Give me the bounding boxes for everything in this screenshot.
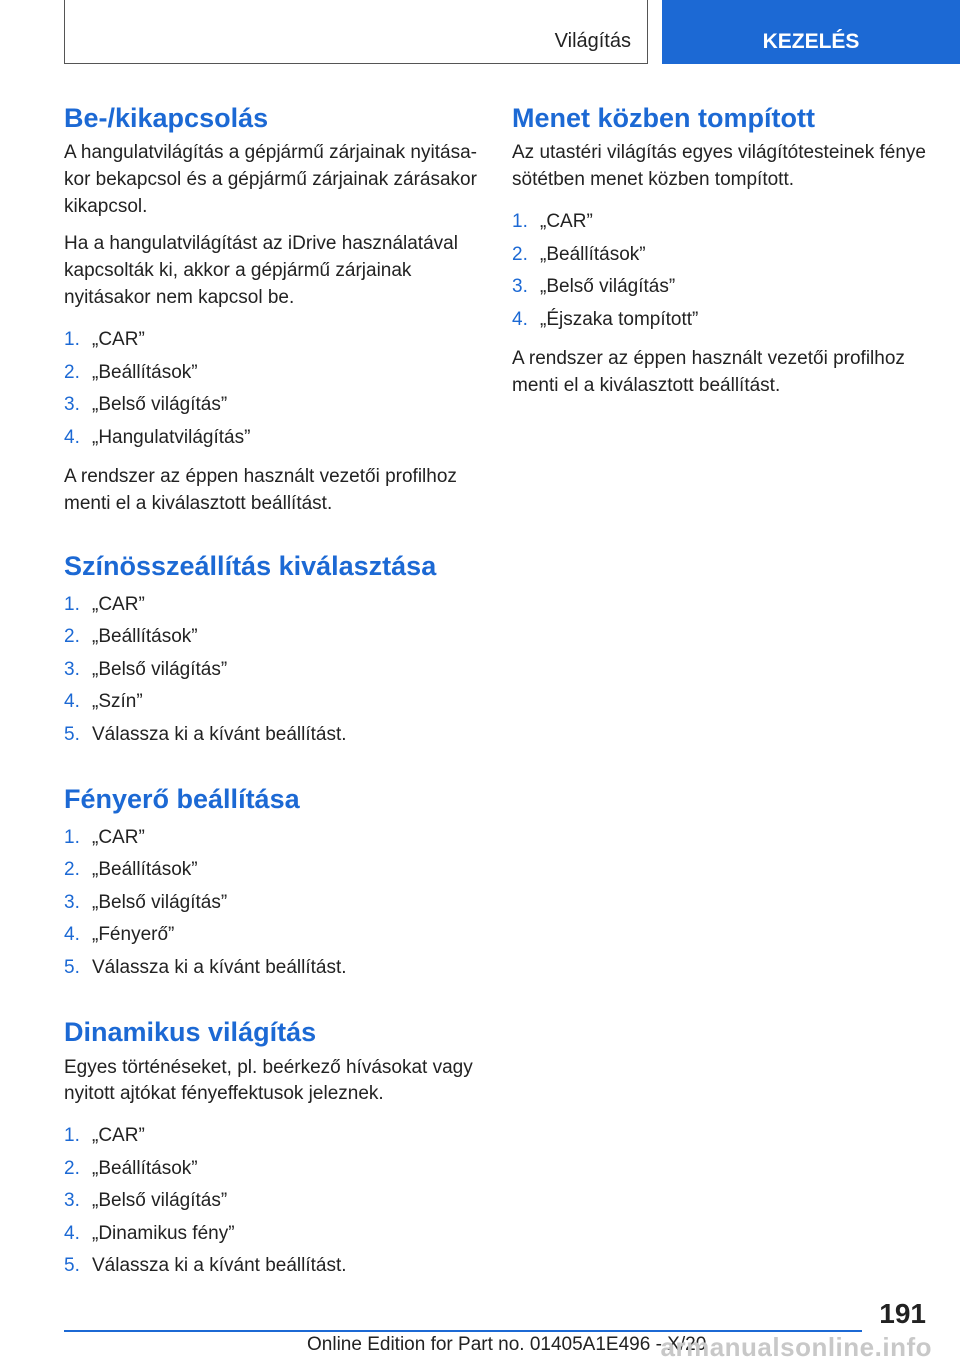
right-column bbox=[512, 100, 932, 410]
list-item bbox=[64, 1153, 479, 1186]
step-number: 2. bbox=[512, 243, 528, 265]
paragraph: Az utastéri világítás egyes világítótesteinek fénye sötétben menet közben tompított. bbox=[512, 142, 927, 191]
step-number: 4. bbox=[64, 691, 80, 713]
step-number: 2. bbox=[64, 361, 80, 383]
list-item bbox=[64, 357, 479, 390]
step-number: 1. bbox=[64, 593, 80, 615]
list-item bbox=[64, 589, 479, 622]
step-list bbox=[64, 589, 479, 752]
step-number: 1. bbox=[512, 211, 528, 233]
list-item bbox=[64, 854, 479, 887]
step-number: 2. bbox=[64, 626, 80, 648]
step-text: „Fényerő” bbox=[92, 924, 175, 946]
list-item bbox=[64, 324, 479, 357]
section-title-szinosszeallitas: Színösszeállítás kiválasztása bbox=[64, 551, 437, 582]
section-title-menet-kozben-tompitott: Menet közben tompított bbox=[512, 103, 815, 133]
list-item bbox=[64, 1250, 479, 1283]
step-text: Válassza ki a kívánt beállítást. bbox=[92, 1255, 347, 1277]
step-text: „Belső világítás” bbox=[92, 394, 228, 416]
step-text: „Belső világítás” bbox=[92, 658, 228, 680]
step-text: „Belső világítás” bbox=[92, 891, 228, 913]
step-number: 1. bbox=[64, 1125, 80, 1147]
step-text: „CAR” bbox=[92, 593, 145, 615]
list-item bbox=[512, 239, 932, 272]
paragraph: Egyes történéseket, pl. beérkező hívásokat vagy nyitott ajtókat fényeffektusok jeleznek. bbox=[64, 1056, 473, 1105]
list-item bbox=[64, 952, 479, 985]
list-item bbox=[512, 206, 932, 239]
step-number: 3. bbox=[64, 658, 80, 680]
list-item bbox=[512, 304, 932, 337]
step-number: 4. bbox=[64, 1222, 80, 1244]
list-item bbox=[64, 919, 479, 952]
header-section-box bbox=[64, 0, 648, 64]
step-number: 5. bbox=[64, 956, 80, 978]
page-number: 191 bbox=[879, 1298, 926, 1329]
paragraph: A rendszer az éppen használt vezetői profilhoz menti el a kiválasztott beállítást. bbox=[512, 348, 905, 397]
step-text: „Éjszaka tompított” bbox=[540, 308, 699, 330]
paragraph: A rendszer az éppen használt vezetői profilhoz menti el a kiválasztott beállítást. bbox=[64, 466, 457, 515]
step-list bbox=[64, 822, 479, 985]
section-title-dinamikus-vilagitas: Dinamikus világítás bbox=[64, 1017, 317, 1048]
watermark-text: armanualsonline.info bbox=[660, 1332, 932, 1362]
step-list bbox=[64, 324, 479, 454]
step-number: 5. bbox=[64, 723, 80, 745]
step-number: 3. bbox=[512, 276, 528, 298]
step-text: Válassza ki a kívánt beállítást. bbox=[92, 956, 347, 978]
step-number: 3. bbox=[64, 891, 80, 913]
step-number: 2. bbox=[64, 1157, 80, 1179]
left-column bbox=[64, 100, 479, 1293]
step-text: „Belső világítás” bbox=[540, 276, 676, 298]
step-text: „Dinamikus fény” bbox=[92, 1222, 235, 1244]
list-item bbox=[64, 422, 479, 455]
paragraph: Ha a hangulatvilágítást az iDrive használatával kapcsolták ki, akkor a gépjármű zárjainak nyitásakor nem kapcsol be. bbox=[64, 233, 458, 309]
step-list bbox=[64, 1120, 479, 1283]
step-number: 5. bbox=[64, 1255, 80, 1277]
step-text: „Beállítások” bbox=[540, 243, 646, 265]
section-title-be-kikapcsolas: Be-/kikapcsolás bbox=[64, 103, 269, 133]
step-number: 2. bbox=[64, 859, 80, 881]
list-item bbox=[64, 389, 479, 422]
step-number: 1. bbox=[64, 329, 80, 351]
header-section-title: Világítás bbox=[554, 30, 631, 52]
step-text: „Beállítások” bbox=[92, 859, 198, 881]
list-item bbox=[64, 1185, 479, 1218]
step-number: 1. bbox=[64, 826, 80, 848]
step-number: 3. bbox=[64, 1190, 80, 1212]
step-text: „Szín” bbox=[92, 691, 143, 713]
list-item bbox=[64, 822, 479, 855]
list-item bbox=[64, 1218, 479, 1251]
step-number: 3. bbox=[64, 394, 80, 416]
step-text: „Hangulatvilágítás” bbox=[92, 426, 251, 448]
list-item bbox=[64, 887, 479, 920]
step-number: 4. bbox=[64, 924, 80, 946]
step-text: „CAR” bbox=[92, 1125, 145, 1147]
list-item bbox=[64, 654, 479, 687]
step-text: „CAR” bbox=[92, 329, 145, 351]
list-item bbox=[64, 686, 479, 719]
step-list bbox=[512, 206, 932, 336]
list-item bbox=[64, 1120, 479, 1153]
step-number: 4. bbox=[64, 426, 80, 448]
paragraph: A hangulatvilágítás a gépjármű zárjainak nyitásakor bekapcsol és a gépjármű zárjainak zárásakor kikapcsol. bbox=[64, 142, 477, 218]
header-chapter-label: KEZELÉS bbox=[762, 30, 860, 53]
step-text: Válassza ki a kívánt beállítást. bbox=[92, 723, 347, 745]
list-item bbox=[512, 271, 932, 304]
step-text: „Beállítások” bbox=[92, 1157, 198, 1179]
footer-edition-text: Online Edition for Part no. 01405A1E496 - X/20 bbox=[307, 1334, 707, 1355]
step-text: „Beállítások” bbox=[92, 361, 198, 383]
header-chapter-tab bbox=[662, 0, 960, 64]
section-title-fenyero: Fényerő beállítása bbox=[64, 784, 300, 815]
step-text: „CAR” bbox=[92, 826, 145, 848]
step-number: 4. bbox=[512, 308, 528, 330]
step-text: „CAR” bbox=[540, 211, 593, 233]
list-item bbox=[64, 719, 479, 752]
list-item bbox=[64, 621, 479, 654]
step-text: „Belső világítás” bbox=[92, 1190, 228, 1212]
step-text: „Beállítások” bbox=[92, 626, 198, 648]
